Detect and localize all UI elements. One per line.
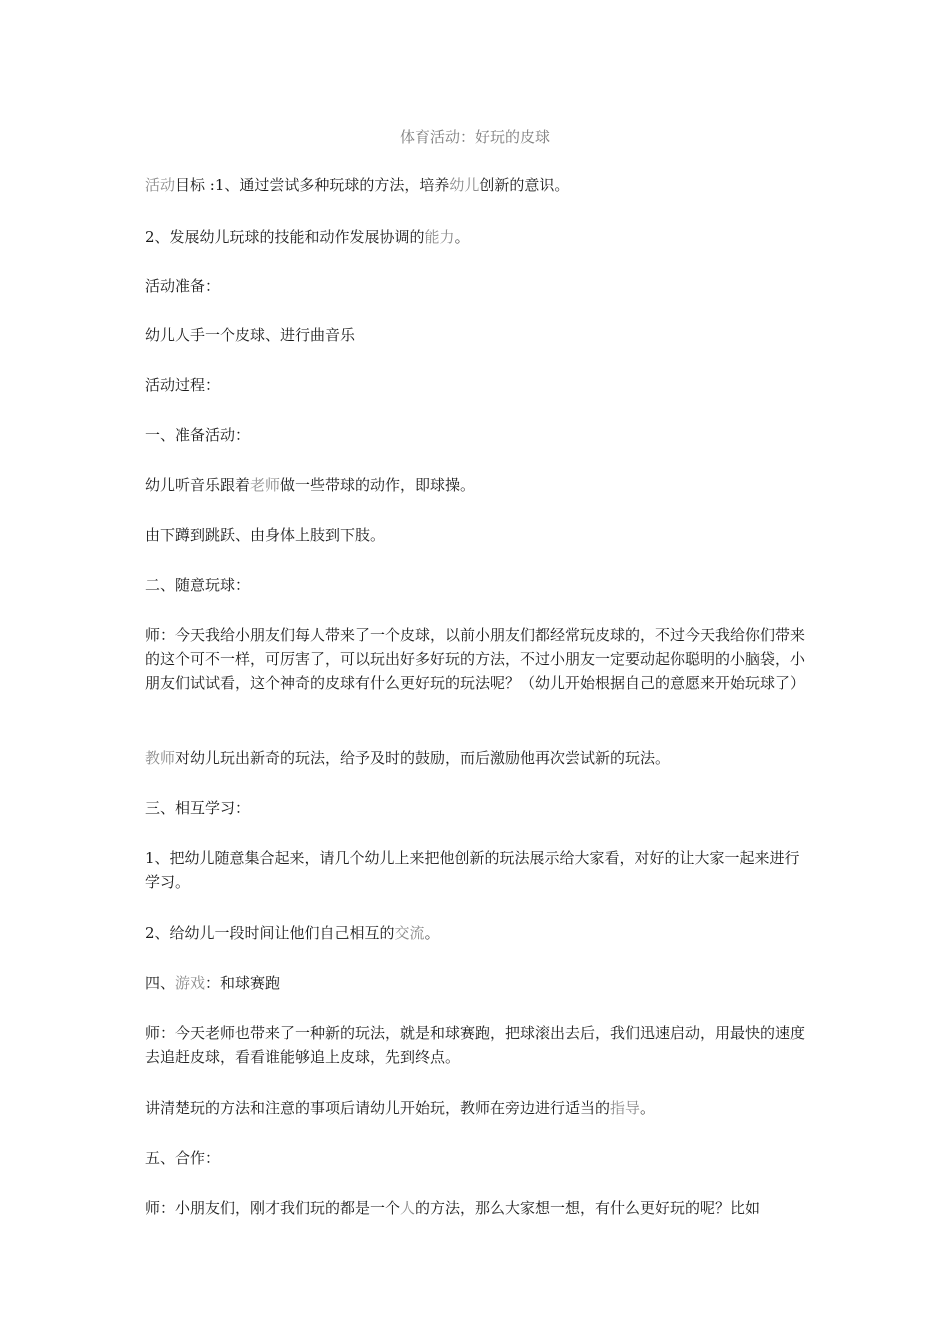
- paragraph: [145, 573, 810, 597]
- paragraph: [145, 971, 810, 995]
- paragraph: [145, 623, 810, 695]
- paragraph-text: 对幼儿玩出新奇的玩法，给予及时的鼓励，而后激励他再次尝试新的玩法。: [175, 749, 671, 767]
- paragraph: [145, 1146, 810, 1170]
- inline-link[interactable]: 教师: [145, 749, 176, 767]
- inline-link[interactable]: 活动: [145, 176, 176, 194]
- paragraph-text: 由下蹲到跳跃、由身体上肢到下肢。: [145, 526, 386, 544]
- inline-link[interactable]: 能力: [424, 228, 455, 246]
- paragraph-text: 讲清楚玩的方法和注意的事项后请幼儿开始玩，教师在旁边进行适当的: [145, 1099, 611, 1117]
- paragraph-text: ：和球赛跑: [205, 974, 281, 992]
- paragraph-text: 2、给幼儿一段时间让他们自己相互的: [145, 924, 395, 942]
- paragraph: [145, 523, 810, 547]
- paragraph-text: 2、发展幼儿玩球的技能和动作发展协调的: [145, 228, 425, 246]
- paragraph-text: 的方法，那么大家想一想，有什么更好玩的呢？比如: [415, 1199, 761, 1217]
- document-title: 体育活动：好玩的皮球: [399, 128, 550, 146]
- paragraph: [145, 1196, 810, 1220]
- paragraph-text: 目标 :1、通过尝试多种玩球的方法，培养: [175, 176, 450, 194]
- paragraph-text: 五、合作：: [145, 1149, 221, 1167]
- paragraph-text: 1、把幼儿随意集合起来，请几个幼儿上来把他创新的玩法展示给大家看，对好的让大家一起来进行学习。: [145, 849, 800, 891]
- paragraph-text: 师：今天老师也带来了一种新的玩法，就是和球赛跑，把球滚出去后，我们迅速启动，用最快的速度去追赶皮球，看看谁能够追上皮球，先到终点。: [145, 1024, 806, 1066]
- paragraph: [145, 473, 810, 497]
- paragraph-text: 。: [424, 924, 440, 942]
- paragraph-text: 活动过程：: [145, 376, 221, 394]
- paragraph-text: 创新的意识。: [479, 176, 570, 194]
- inline-link[interactable]: 老师: [250, 476, 281, 494]
- paragraph-text: 。: [454, 228, 470, 246]
- paragraph-text: 师：今天我给小朋友们每人带来了一个皮球，以前小朋友们都经常玩皮球的，不过今天我给你们带来的这个可不一样，可厉害了，可以玩出好多好玩的方法，不过小朋友一定要动起你聪明的小脑袋，小朋友们试试看，这个神奇的皮球有什么更好玩的玩法呢？（幼儿开始根据自己的意愿来开始玩球了）: [145, 626, 806, 692]
- paragraph: [145, 746, 810, 770]
- paragraph: [145, 274, 810, 298]
- paragraph: [145, 846, 810, 894]
- paragraph-text: 幼儿听音乐跟着: [145, 476, 251, 494]
- paragraph: [145, 323, 810, 347]
- paragraph: [145, 225, 810, 249]
- paragraph: [145, 373, 810, 397]
- paragraph: [145, 173, 810, 197]
- paragraph: [145, 1096, 810, 1120]
- paragraph: [145, 1021, 810, 1069]
- paragraph-text: 活动准备：: [145, 277, 221, 295]
- paragraph-text: 幼儿人手一个皮球、进行曲音乐: [145, 326, 356, 344]
- paragraph: [145, 423, 810, 447]
- paragraph-text: 做一些带球的动作，即球操。: [280, 476, 476, 494]
- inline-link[interactable]: 指导: [610, 1099, 641, 1117]
- paragraph-text: 。: [640, 1099, 656, 1117]
- paragraph: [145, 796, 810, 820]
- paragraph-text: 一、准备活动：: [145, 426, 251, 444]
- paragraph-text: 二、随意玩球：: [145, 576, 251, 594]
- inline-link[interactable]: 人: [400, 1199, 416, 1217]
- paragraph: [145, 921, 810, 945]
- inline-link[interactable]: 幼儿: [449, 176, 480, 194]
- paragraph-text: 三、相互学习：: [145, 799, 251, 817]
- inline-link[interactable]: 游戏: [175, 974, 206, 992]
- inline-link[interactable]: 交流: [394, 924, 425, 942]
- paragraph-text: 四、: [145, 974, 176, 992]
- paragraph-text: 师：小朋友们，刚才我们玩的都是一个: [145, 1199, 401, 1217]
